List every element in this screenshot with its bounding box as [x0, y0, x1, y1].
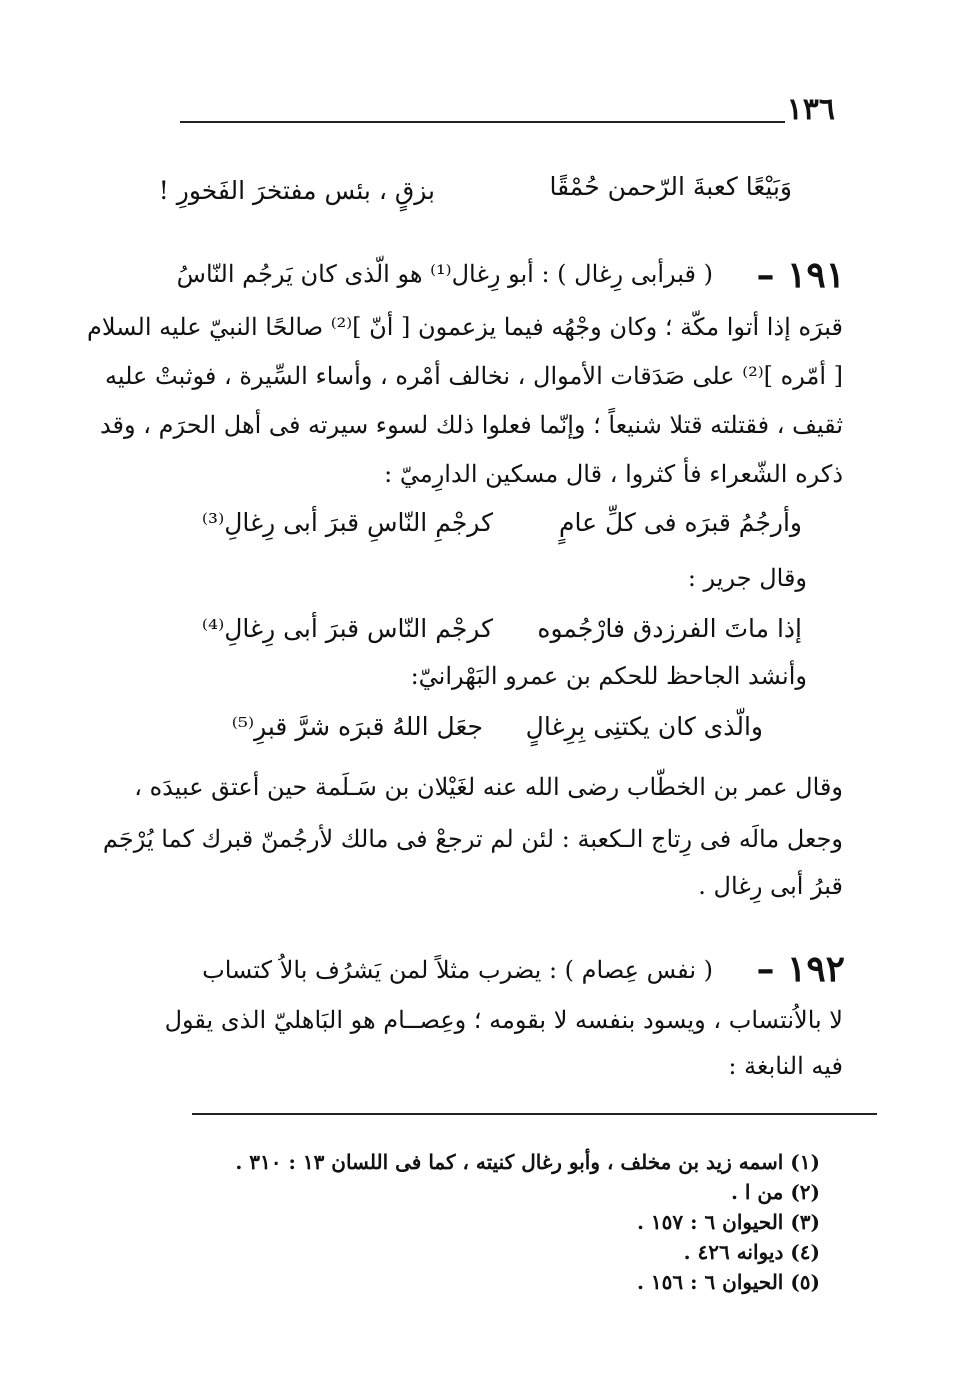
entry-191-closing: وجعل مالَه فى رِتاج الـكعبة : لئن لم ترجعْ فى مالك لأرجُمنّ قبرك كما يُرْجَم: [102, 825, 843, 853]
verse-1-right: وأرجُمُ قبرَه فى كلِّ عامٍ: [559, 508, 802, 537]
verse-3-right: والّذى كان يكتنِى بِرِغالٍ: [525, 712, 763, 741]
entry-191-closing: وقال عمر بن الخطّاب رضى الله عنه لغَيْلان بن سَـلَمة حين أعتق عبيدَه ،: [134, 773, 843, 801]
footnote: (٢) من ا .: [730, 1180, 820, 1204]
header-rule: [180, 121, 785, 123]
footnote: (١) اسمه زيد بن مخلف ، وأبو رغال كنيته ، كما فى اللسان ١٣ : ٣١٠ .: [235, 1150, 820, 1174]
entry-191-line: قبرَه إذا أتوا مكّة ؛ وكان وجْهُه فيما يزعمون [ أنّ ]⁽²⁾ صالحًا النبيّ عليه السلام: [86, 313, 843, 341]
entry-192-number: ١٩٢ –: [756, 948, 845, 990]
footnote: (٣) الحيوان ٦ : ١٥٧ .: [636, 1210, 820, 1234]
page-number: ١٣٦: [786, 92, 835, 127]
jahiz-intro: وأنشد الجاحظ للحكم بن عمرو البَهْرانيّ:: [410, 662, 807, 690]
top-verse-left: بزقٍ ، بئس مفتخرَ الفَخورِ !: [158, 176, 435, 205]
entry-192-line: ( نفس عِصام ) : يضرب مثلاً لمن يَشرُف بالاُ كتساب: [202, 956, 713, 984]
entry-191-closing: قبرُ أبى رِغال .: [698, 872, 843, 900]
entry-192-line: لا بالاُنتساب ، ويسود بنفسه لا بقومه ؛ وعِصــام هو البَاهليّ الذى يقول: [164, 1006, 843, 1034]
entry-191-line: ( قبرأبى رِغال ) : أبو رِغال⁽¹⁾ هو الّذى كان يَرجُم النّاسُ: [176, 260, 713, 288]
jarir-intro: وقال جرير :: [687, 564, 807, 592]
verse-3-left: جعَل اللهُ قبرَه شرَّ قبرِ⁽⁵⁾: [231, 712, 483, 741]
entry-191-line: ذكره الشّعراء فأ كثروا ، قال مسكين الدارِميّ :: [384, 460, 843, 488]
entry-191-line: [ أمّره ]⁽²⁾ على صَدَقات الأموال ، نخالف أمْره ، وأساء السِّيرة ، فوثبتْ عليه: [105, 362, 843, 390]
verse-2-left: كرجْم النّاس قبرَ أبى رِغالِ⁽⁴⁾: [201, 614, 493, 643]
entry-192-line: فيه النابغة :: [728, 1052, 843, 1080]
entry-191-number: ١٩١ –: [756, 254, 845, 296]
footnote: (٥) الحيوان ٦ : ١٥٦ .: [636, 1270, 820, 1294]
entry-191-line: ثقيف ، فقتلته قتلا شنيعاً ؛ وإنّما فعلوا ذلك لسوء سيرته فى أهل الحرَم ، وقد: [99, 411, 843, 439]
footnote: (٤) ديوانه ٤٢٦ .: [683, 1240, 820, 1264]
verse-1-left: كرجْمِ النّاسِ قبرَ أبى رِغالِ⁽³⁾: [201, 508, 493, 537]
footnote-rule: [192, 1113, 877, 1115]
verse-2-right: إذا ماتَ الفرزدق فارْجُموه: [537, 614, 802, 643]
top-verse-right: وَبَيْعًا كعبةَ الرّحمن حُمْقًا: [549, 172, 792, 201]
